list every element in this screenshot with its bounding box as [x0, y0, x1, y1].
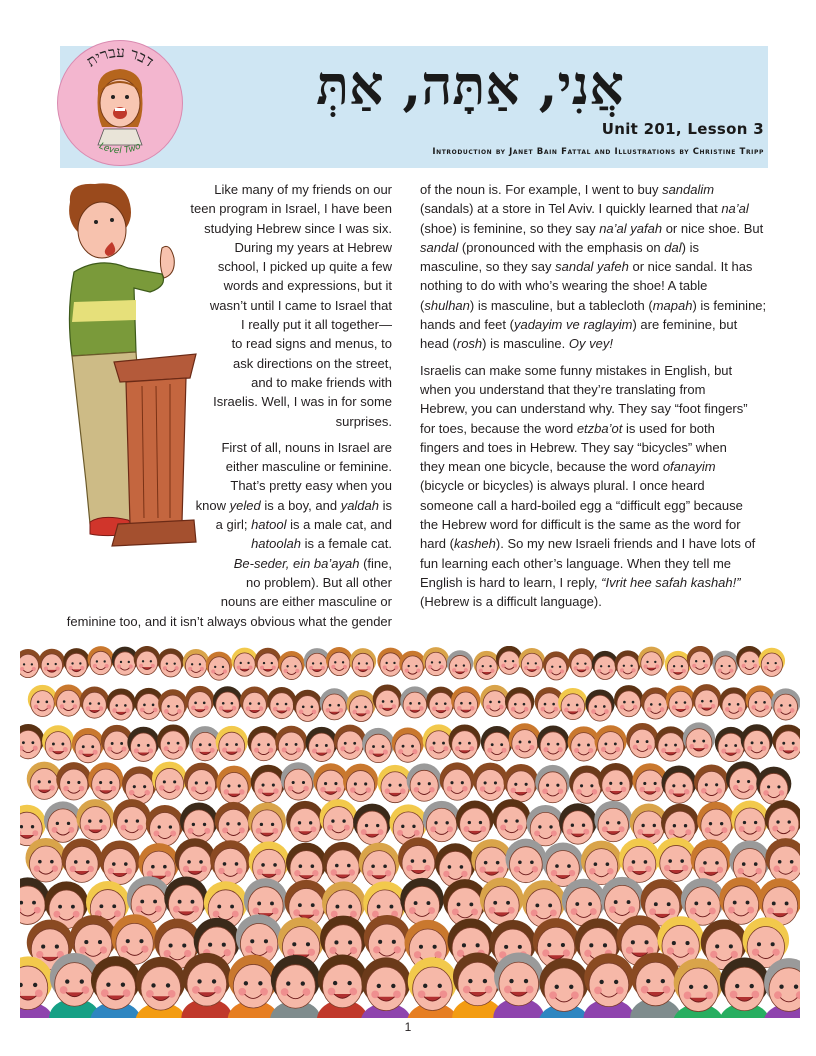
- crowd-face: [519, 648, 546, 677]
- crowd-face: [719, 687, 748, 719]
- crowd-face: [731, 801, 769, 842]
- crowd-face: [286, 801, 324, 842]
- crowd-face: [317, 955, 368, 1018]
- crowd-face: [687, 646, 714, 674]
- crowd-face: [493, 799, 531, 840]
- crowd-face: [756, 767, 791, 805]
- crowd-face: [99, 840, 140, 884]
- crowd-face: [362, 728, 394, 763]
- crowd-face: [248, 726, 280, 761]
- text-line: someone call a hard-boiled egg a “difficult egg” because: [420, 497, 743, 513]
- crowd-face: [217, 766, 252, 804]
- crowd-face: [113, 799, 151, 840]
- crowd-face: [480, 878, 524, 925]
- text-line: English is hard to learn, I reply, “Ivrit hee safah kashah!”: [420, 574, 741, 590]
- text-line: and to make friends with: [251, 374, 392, 390]
- level-badge: [57, 40, 183, 166]
- crowd-face: [585, 689, 614, 721]
- crowd-face: [346, 690, 375, 722]
- crowd-face: [614, 650, 641, 679]
- crowd-face: [25, 838, 66, 882]
- crowd-face: [270, 955, 321, 1018]
- text-line: for toes, because the word etzba’ot is used for both: [420, 420, 715, 436]
- crowd-face: [206, 652, 233, 681]
- crowd-face: [353, 804, 391, 845]
- text-line: (shoe) is feminine, so they say na’al yafah or nice shoe. But: [420, 220, 764, 236]
- crowd-face: [80, 686, 109, 718]
- crowd-face: [481, 726, 513, 761]
- crowd-face: [449, 724, 481, 759]
- crowd-face: [765, 800, 800, 841]
- crowd-face: [592, 651, 619, 680]
- crowd-face: [231, 648, 258, 677]
- crowd-face: [641, 687, 670, 719]
- crowd-face: [746, 685, 775, 717]
- crowd-face: [392, 728, 424, 763]
- crowd-face: [407, 763, 442, 801]
- text-line: head (rosh) is masculine. Oy vey!: [420, 336, 613, 352]
- crowd-face: [630, 953, 681, 1018]
- crowd-face: [473, 651, 500, 680]
- crowd-of-faces-illustration: [20, 646, 800, 1018]
- text-line: either masculine or feminine.: [225, 459, 392, 475]
- crowd-face: [598, 763, 633, 801]
- crowd-face: [729, 840, 770, 884]
- text-line: First of all, nouns in Israel are: [221, 439, 392, 455]
- crowd-face: [146, 805, 184, 846]
- crowd-face: [251, 765, 286, 803]
- crowd-face: [76, 799, 114, 840]
- crowd-face: [248, 802, 286, 843]
- text-line: (bicycle or bicycles) is always plural. I once heard: [420, 478, 705, 494]
- text-line: wasn’t until I came to Israel that: [209, 297, 392, 313]
- crowd-face: [656, 837, 697, 881]
- paragraph-gender: [420, 180, 772, 354]
- text-line: Israelis. Well, I was in for some: [213, 394, 392, 410]
- crowd-face: [666, 686, 695, 718]
- crowd-face: [661, 765, 696, 803]
- crowd-face: [697, 802, 735, 843]
- crowd-face: [106, 688, 135, 720]
- text-line: when you understand that they’re translating from: [420, 381, 706, 397]
- crowd-face: [305, 727, 337, 762]
- crowd-face: [665, 651, 692, 680]
- crowd-face: [423, 801, 461, 842]
- crowd-face: [267, 687, 296, 719]
- text-line: to read signs and menus, to: [231, 336, 392, 352]
- text-line: During my years at Hebrew: [234, 239, 392, 255]
- crowd-face: [39, 649, 66, 678]
- text-line: words and expressions, but it: [223, 278, 392, 294]
- crowd-face: [158, 689, 187, 721]
- crowd-face: [558, 688, 587, 720]
- crowd-face: [473, 763, 508, 801]
- crowd-face: [20, 649, 41, 678]
- crowd-face: [399, 651, 426, 680]
- paragraph-mistakes: [420, 361, 772, 612]
- credits-line: Introduction by Janet Bain Fattal and Illustrations by Christine Tripp: [432, 147, 764, 157]
- crowd-face: [122, 766, 157, 804]
- crowd-face: [28, 685, 57, 717]
- crowd-face: [88, 762, 123, 800]
- crowd-face: [614, 685, 643, 717]
- crowd-face: [320, 688, 349, 720]
- crowd-face: [361, 957, 412, 1018]
- crowd-face: [594, 801, 632, 842]
- crowd-face: [638, 647, 665, 676]
- crowd-face: [712, 651, 739, 680]
- crowd-face: [343, 764, 378, 802]
- crowd-face: [655, 726, 687, 761]
- text-line: (Hebrew is a difficult language).: [420, 594, 602, 610]
- badge-level-text: Level Two: [97, 141, 143, 157]
- crowd-face: [741, 724, 773, 759]
- crowd-face: [90, 956, 141, 1018]
- text-line: nouns are either masculine or: [220, 594, 392, 610]
- crowd-face: [452, 953, 503, 1018]
- crowd-face: [451, 686, 480, 718]
- hebrew-title: אֲנִי, אַתָּה, אַתְּ: [316, 53, 624, 117]
- crowd-face: [278, 651, 305, 680]
- crowd-face: [157, 724, 189, 759]
- crowd-face: [594, 725, 626, 760]
- crowd-face: [407, 957, 458, 1018]
- crowd-face: [320, 799, 358, 840]
- crowd-face: [127, 727, 159, 762]
- text-line: Like many of my friends on our: [214, 182, 392, 197]
- text-line: teen program in Israel, I have been: [190, 201, 392, 217]
- text-line: studying Hebrew since I was six.: [204, 220, 392, 236]
- crowd-face: [216, 726, 248, 761]
- text-line: they mean one bicycle, because the word ofanayim: [420, 459, 716, 475]
- crowd-face: [759, 648, 786, 677]
- text-line: a girl; hatool is a male cat, and: [215, 517, 392, 533]
- text-line: masculine, so they say sandal yafeh or nice sandal. It has: [420, 259, 753, 275]
- crowd-face: [183, 649, 210, 678]
- text-line: know yeled is a boy, and yaldah is: [195, 497, 392, 513]
- crowd-face: [719, 958, 770, 1018]
- crowd-face: [180, 802, 218, 843]
- crowd-face: [213, 686, 242, 718]
- crowd-face: [72, 728, 104, 763]
- crowd-face: [134, 646, 161, 675]
- crowd-face: [543, 651, 570, 680]
- crowd-face: [726, 761, 761, 799]
- text-line: no problem). But all other: [246, 574, 392, 590]
- crowd-face: [215, 802, 253, 843]
- crowd-face: [493, 952, 544, 1018]
- crowd-face: [61, 838, 102, 882]
- crowd-face: [334, 725, 366, 760]
- text-line: the Hebrew word for difficult is the same as the word for: [420, 517, 741, 533]
- text-line: nothing to do with who’s wearing the shoe! A table: [420, 278, 708, 294]
- paragraph-intro: [46, 180, 392, 431]
- crowd-face: [456, 801, 494, 842]
- crowd-face: [568, 648, 595, 677]
- text-line: Hebrew, you can understand why. They say “foot fingers”: [420, 401, 748, 417]
- crowd-face: [765, 838, 800, 882]
- crowd-face: [322, 842, 363, 886]
- crowd-face: [440, 762, 475, 800]
- text-line: surprises.: [335, 413, 392, 429]
- crowd-face: [88, 646, 115, 675]
- text-line: Be-seder, ein ba’ayah (fine,: [233, 555, 392, 571]
- crowd-face: [373, 684, 402, 716]
- crowd-face: [293, 690, 322, 722]
- crowd-face: [184, 763, 219, 801]
- paragraph-nouns: [46, 438, 392, 631]
- crowd-face: [505, 839, 546, 883]
- crowd-face: [772, 725, 800, 760]
- crowd-face: [181, 953, 232, 1018]
- crowd-face: [619, 838, 660, 882]
- crowd-face: [559, 803, 597, 844]
- text-line: hatoolah is a female cat.: [251, 536, 392, 552]
- text-line: fingers and toes in Hebrew. They say “bicycles” when: [420, 439, 727, 455]
- crowd-face: [281, 762, 316, 800]
- crowd-face: [447, 650, 474, 679]
- crowd-face: [152, 762, 187, 800]
- crowd-face: [423, 647, 450, 676]
- text-line: (sandals) at a store in Tel Aviv. I quickly learned that na’al: [420, 201, 749, 217]
- crowd-face: [719, 877, 763, 924]
- crowd-face: [350, 648, 377, 677]
- crowd-face: [326, 647, 353, 676]
- text-line: of the noun is. For example, I went to buy sandalim: [420, 182, 715, 197]
- crowd-face: [691, 839, 732, 883]
- crowd-face: [164, 876, 208, 923]
- text-line: ask directions on the street,: [233, 355, 392, 371]
- crowd-face: [20, 724, 44, 759]
- crowd-face: [228, 955, 279, 1018]
- badge-girl-illustration: [58, 41, 182, 165]
- badge-hebrew-text: דבר עברית: [83, 42, 158, 71]
- page-number: 1: [404, 1020, 412, 1034]
- crowd-face: [313, 763, 348, 801]
- crowd-face: [496, 646, 523, 674]
- crowd-face: [694, 764, 729, 802]
- text-line: Israelis can make some funny mistakes in English, but: [420, 362, 733, 378]
- crowd-face: [509, 723, 541, 758]
- article-left-column: [46, 180, 392, 631]
- text-line: hard (kasheh). So my new Israeli friends and I have lots of: [420, 536, 756, 552]
- crowd-face: [42, 725, 74, 760]
- crowd-face: [175, 838, 216, 882]
- crowd-face: [158, 648, 185, 677]
- crowd-face: [683, 722, 715, 757]
- crowd-face: [255, 648, 282, 677]
- crowd-face: [275, 726, 307, 761]
- crowd-face: [240, 687, 269, 719]
- crowd-face: [400, 686, 429, 718]
- text-line: I really put it all together—: [240, 317, 392, 333]
- crowd-face: [505, 687, 534, 719]
- crowd-face: [537, 725, 569, 760]
- crowd-face: [56, 762, 91, 800]
- crowd-face: [400, 878, 444, 925]
- crowd-face: [535, 765, 570, 803]
- text-line: feminine too, and it isn’t always obvious what the gender: [66, 613, 392, 629]
- crowd-face: [54, 685, 83, 717]
- text-line: hands and feet (yadayim ve raglayim) are feminine, but: [420, 317, 738, 333]
- crowd-face: [44, 801, 82, 842]
- crowd-face: [185, 686, 214, 718]
- text-line: sandal (pronounced with the emphasis on dal) is: [420, 239, 699, 255]
- crowd-face: [63, 648, 90, 677]
- article-right-column: [420, 180, 772, 612]
- crowd-face: [771, 688, 800, 720]
- crowd-face: [359, 843, 400, 887]
- crowd-face: [503, 764, 538, 802]
- crowd-face: [210, 840, 251, 884]
- crowd-face: [398, 837, 439, 881]
- unit-lesson-label: Unit 201, Lesson 3: [601, 120, 764, 138]
- crowd-face: [539, 958, 590, 1018]
- text-line: That’s pretty easy when you: [230, 478, 392, 494]
- text-line: (shulhan) is masculine, but a tablecloth (mapah) is feminine;: [420, 297, 767, 313]
- crowd-face: [626, 723, 658, 758]
- text-line: fun learning each other’s language. When they tell me: [420, 555, 731, 571]
- crowd-face: [135, 957, 186, 1018]
- crowd-face: [692, 684, 721, 716]
- text-line: school, I picked up quite a few: [217, 259, 392, 275]
- crowd-face: [583, 953, 634, 1018]
- crowd-face: [673, 958, 724, 1018]
